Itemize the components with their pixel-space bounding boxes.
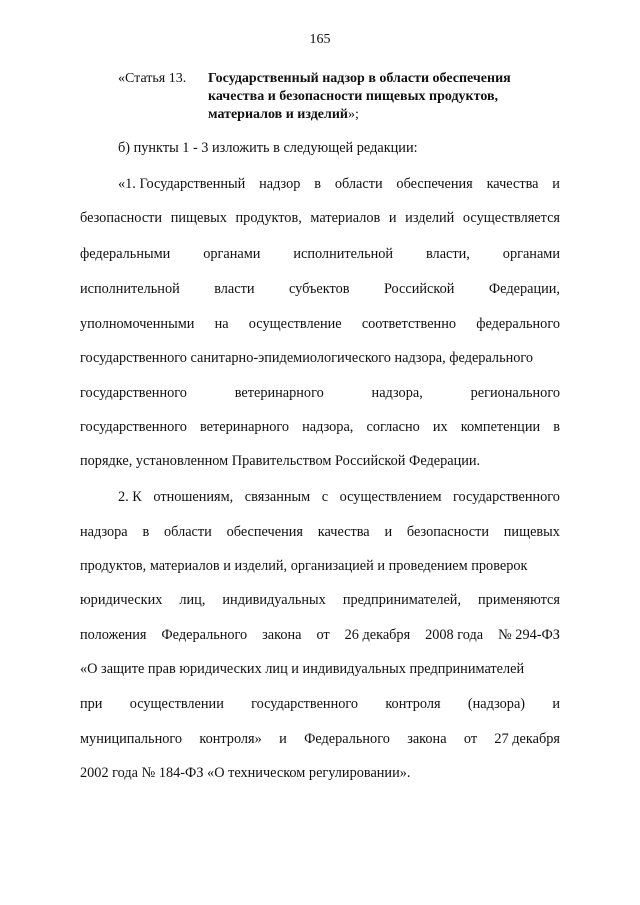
word: безопасности <box>406 524 489 540</box>
word: регионального <box>470 385 560 401</box>
word: обеспечения <box>226 524 303 540</box>
word: надзор <box>259 176 301 192</box>
word: и <box>388 210 397 226</box>
word: контроля <box>385 696 441 712</box>
page-number: 165 <box>309 32 331 47</box>
word: положения <box>80 627 147 643</box>
word: связанным <box>244 489 311 505</box>
word: предпринимателей, <box>342 592 462 608</box>
word: пищевых <box>170 210 227 226</box>
word: надзора <box>80 524 128 540</box>
word: осуществлении <box>129 696 224 712</box>
article-title-line <box>208 106 588 124</box>
word: пищевых <box>503 524 560 540</box>
word: обеспечения <box>396 176 473 192</box>
word: в <box>142 524 150 540</box>
word: в <box>314 176 321 192</box>
word: «1. Государственный <box>118 176 246 192</box>
word: государственного <box>251 696 359 712</box>
article-label: «Статья 13. <box>118 71 187 86</box>
word: Федерального <box>161 627 248 643</box>
word: осуществление <box>248 316 342 332</box>
word: индивидуальных <box>222 592 326 608</box>
word: их <box>432 419 448 435</box>
word: области <box>334 176 383 192</box>
word: надзора, <box>371 385 423 401</box>
word: соответственно <box>361 316 457 332</box>
word: с <box>321 489 329 505</box>
word: материалов <box>310 210 381 226</box>
word: области <box>164 524 212 540</box>
word: и <box>279 731 287 747</box>
word: согласно <box>366 419 420 435</box>
word: и <box>384 524 393 540</box>
text-line: государственного санитарно-эпидемиологического надзора, федерального <box>80 350 534 366</box>
text-line: б) пункты 1 - 3 изложить в следующей редакции: <box>118 140 418 156</box>
word: продуктов, <box>235 210 302 226</box>
article-title-text: материалов и изделий <box>208 107 348 122</box>
word: муниципального <box>80 731 183 747</box>
word: (надзора) <box>467 696 526 712</box>
word: изделий <box>405 210 455 226</box>
word: надзора, <box>302 419 354 435</box>
word: отношениям, <box>153 489 234 505</box>
word: от <box>463 731 478 747</box>
article-title-line: Государственный надзор в области обеспечения <box>208 71 511 86</box>
text-line <box>80 696 560 713</box>
word: юридических <box>80 592 163 608</box>
word: органами <box>203 246 261 262</box>
word: 2. К <box>118 489 142 505</box>
word: контроля» <box>199 731 262 747</box>
text-line <box>80 524 560 541</box>
text-line: «О защите прав юридических лиц и индивидуальных предпринимателей <box>80 661 525 677</box>
word: при <box>80 696 103 712</box>
word: компетенции <box>460 419 541 435</box>
word: 26 декабря <box>344 627 411 643</box>
word: и <box>552 696 560 712</box>
word: государственного <box>80 385 187 401</box>
word: № 294-ФЗ <box>498 627 560 643</box>
word: государственного <box>453 489 560 505</box>
text-line <box>80 210 560 227</box>
text-line <box>80 385 560 402</box>
word: осуществлением <box>339 489 442 505</box>
word: ветеринарного <box>200 419 290 435</box>
word: от <box>316 627 330 643</box>
word: субъектов <box>288 281 350 297</box>
text-line <box>80 419 560 436</box>
article-title <box>208 70 588 124</box>
text-line: порядке, установленном Правительством Российской Федерации. <box>80 453 481 469</box>
text-line <box>80 246 560 263</box>
word: 2008 года <box>425 627 484 643</box>
text-line <box>118 489 560 506</box>
word: применяются <box>478 592 560 608</box>
article-title-line: качества и безопасности пищевых продуктов, <box>208 89 499 104</box>
word: исполнительной <box>293 246 394 262</box>
word: государственного <box>80 419 187 435</box>
word: закона <box>262 627 302 643</box>
text-line <box>80 627 560 644</box>
word: качества <box>317 524 370 540</box>
text-line <box>80 316 560 333</box>
text-line <box>80 281 560 298</box>
word: Российской <box>383 281 455 297</box>
text-line: продуктов, материалов и изделий, организацией и проведением проверок <box>80 558 528 574</box>
word: федерального <box>476 316 560 332</box>
word: качества <box>486 176 539 192</box>
text-line <box>118 176 560 193</box>
word: безопасности <box>80 210 163 226</box>
word: уполномоченными <box>80 316 195 332</box>
word: и <box>552 176 560 192</box>
word: Федерального <box>304 731 390 747</box>
word: лиц, <box>179 592 206 608</box>
word: в <box>553 419 560 435</box>
word: осуществляется <box>462 210 560 226</box>
word: ветеринарного <box>234 385 324 401</box>
word: 27 декабря <box>494 731 560 747</box>
word: федеральными <box>80 246 171 262</box>
word: исполнительной <box>80 281 180 297</box>
word: власти, <box>426 246 470 262</box>
text-line: 2002 года № 184-ФЗ «О техническом регулировании». <box>80 765 411 781</box>
word: органами <box>502 246 560 262</box>
word: Федерации, <box>488 281 560 297</box>
word: на <box>214 316 229 332</box>
word: закона <box>407 731 447 747</box>
article-title-closing: »; <box>348 107 359 122</box>
text-line <box>80 731 560 748</box>
word: власти <box>214 281 255 297</box>
text-line <box>80 592 560 609</box>
